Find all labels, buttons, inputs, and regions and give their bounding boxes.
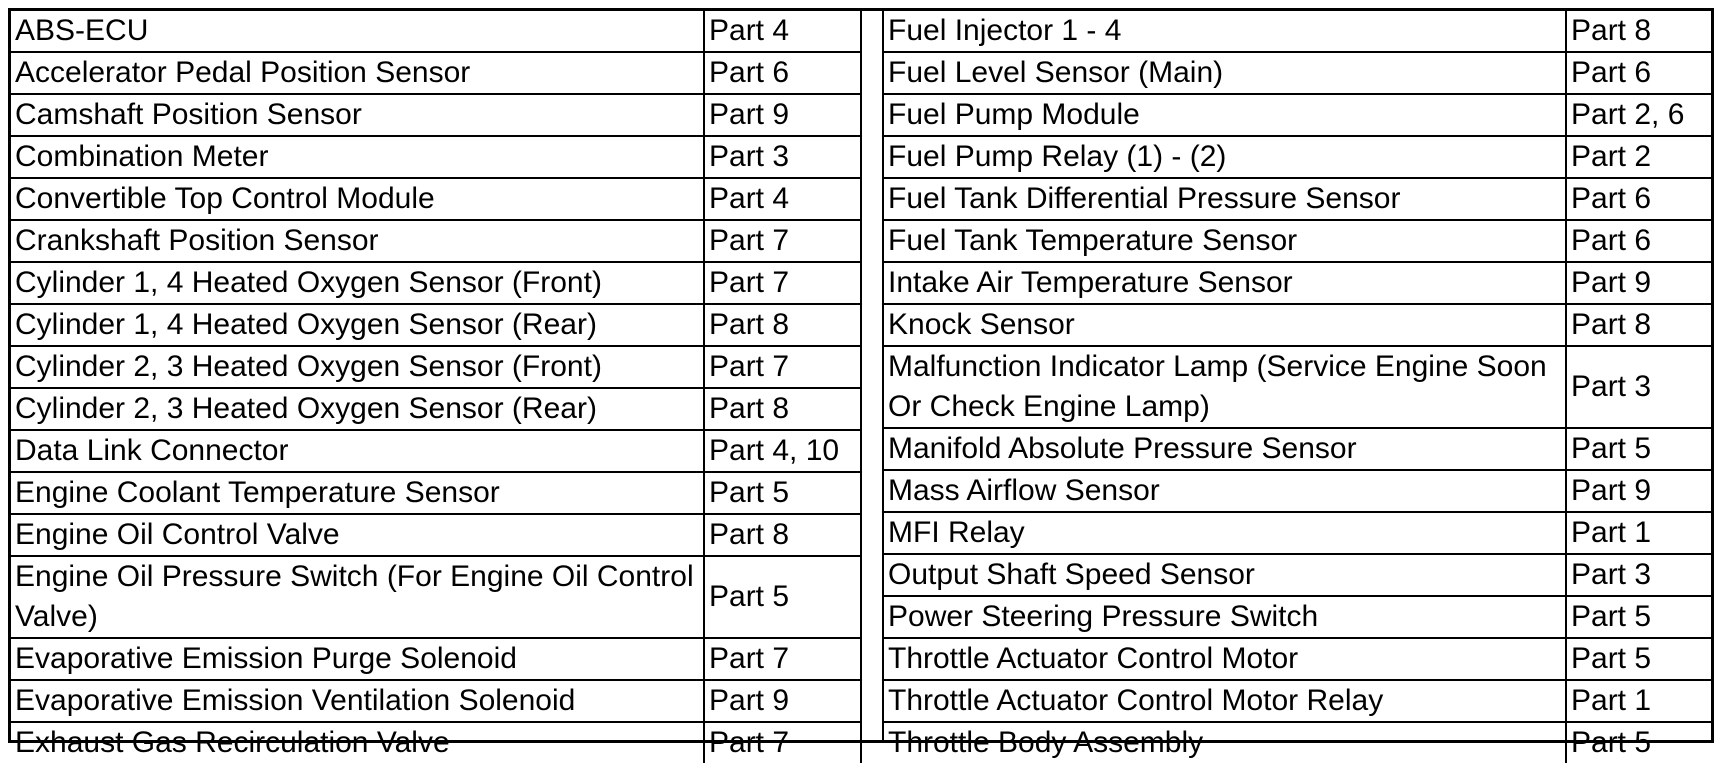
- component-name-cell: Fuel Level Sensor (Main): [884, 52, 1566, 94]
- part-reference-cell: Part 9: [1566, 470, 1714, 512]
- part-reference-cell: Part 5: [1566, 428, 1714, 470]
- table-row: [884, 638, 1714, 680]
- part-reference-cell: Part 4: [704, 178, 861, 220]
- table-row: [884, 554, 1714, 596]
- table-row: [884, 262, 1714, 304]
- component-name-cell: MFI Relay: [884, 512, 1566, 554]
- table-row: [884, 596, 1714, 638]
- table-row: [11, 262, 861, 304]
- part-reference-cell: Part 9: [704, 94, 861, 136]
- table-row: [11, 472, 861, 514]
- part-reference-cell: Part 8: [704, 514, 861, 556]
- table-row: [884, 304, 1714, 346]
- table-row: [884, 722, 1714, 763]
- component-name-cell: Cylinder 1, 4 Heated Oxygen Sensor (Rear): [11, 304, 704, 346]
- part-reference-cell: Part 4, 10: [704, 430, 861, 472]
- table-row: [11, 178, 861, 220]
- part-reference-cell: Part 7: [704, 722, 861, 763]
- component-name-cell: Power Steering Pressure Switch: [884, 596, 1566, 638]
- part-reference-cell: Part 7: [704, 220, 861, 262]
- component-name-cell: Engine Oil Control Valve: [11, 514, 704, 556]
- part-reference-cell: Part 6: [1566, 220, 1714, 262]
- part-reference-cell: Part 3: [1566, 346, 1714, 428]
- table-row: [11, 430, 861, 472]
- component-name-cell: Combination Meter: [11, 136, 704, 178]
- component-name-cell: Fuel Injector 1 - 4: [884, 11, 1566, 52]
- table-row: [884, 680, 1714, 722]
- right-index-table: [884, 11, 1714, 763]
- component-name-cell: Crankshaft Position Sensor: [11, 220, 704, 262]
- part-reference-cell: Part 7: [704, 262, 861, 304]
- part-reference-cell: Part 5: [1566, 596, 1714, 638]
- table-row: [11, 388, 861, 430]
- component-name-cell: Exhaust Gas Recirculation Valve: [11, 722, 704, 763]
- component-name-cell: Knock Sensor: [884, 304, 1566, 346]
- table-row: [11, 722, 861, 763]
- component-name-cell: Engine Coolant Temperature Sensor: [11, 472, 704, 514]
- component-name-cell: Data Link Connector: [11, 430, 704, 472]
- part-reference-cell: Part 5: [1566, 638, 1714, 680]
- part-reference-cell: Part 3: [704, 136, 861, 178]
- table-row: [11, 680, 861, 722]
- table-row: [884, 428, 1714, 470]
- component-name-cell: Convertible Top Control Module: [11, 178, 704, 220]
- table-row: [884, 94, 1714, 136]
- component-name-cell: Manifold Absolute Pressure Sensor: [884, 428, 1566, 470]
- component-name-cell: Camshaft Position Sensor: [11, 94, 704, 136]
- component-name-cell: Cylinder 1, 4 Heated Oxygen Sensor (Front): [11, 262, 704, 304]
- table-row: [11, 136, 861, 178]
- table-row: [884, 346, 1714, 428]
- part-reference-cell: Part 1: [1566, 680, 1714, 722]
- component-name-cell: Output Shaft Speed Sensor: [884, 554, 1566, 596]
- component-name-cell: Cylinder 2, 3 Heated Oxygen Sensor (Front): [11, 346, 704, 388]
- part-reference-cell: Part 8: [704, 304, 861, 346]
- table-row: [884, 11, 1714, 52]
- part-reference-cell: Part 5: [704, 556, 861, 638]
- table-row: [884, 52, 1714, 94]
- part-reference-cell: Part 3: [1566, 554, 1714, 596]
- table-row: [884, 470, 1714, 512]
- component-index-table: [8, 8, 1714, 759]
- component-name-cell: Evaporative Emission Purge Solenoid: [11, 638, 704, 680]
- table-row: [884, 220, 1714, 262]
- part-reference-cell: Part 6: [704, 52, 861, 94]
- table-row: [11, 220, 861, 262]
- table-row: [11, 304, 861, 346]
- component-name-cell: Fuel Pump Relay (1) - (2): [884, 136, 1566, 178]
- component-name-cell: Throttle Actuator Control Motor Relay: [884, 680, 1566, 722]
- part-reference-cell: Part 8: [1566, 304, 1714, 346]
- part-reference-cell: Part 7: [704, 638, 861, 680]
- left-index-table: [11, 11, 862, 763]
- component-name-cell: Cylinder 2, 3 Heated Oxygen Sensor (Rear): [11, 388, 704, 430]
- component-name-cell: Mass Airflow Sensor: [884, 470, 1566, 512]
- part-reference-cell: Part 2: [1566, 136, 1714, 178]
- table-row: [884, 136, 1714, 178]
- table-row: [11, 346, 861, 388]
- part-reference-cell: Part 9: [1566, 262, 1714, 304]
- part-reference-cell: Part 5: [704, 472, 861, 514]
- part-reference-cell: Part 6: [1566, 52, 1714, 94]
- part-reference-cell: Part 8: [704, 388, 861, 430]
- table-row: [11, 638, 861, 680]
- part-reference-cell: Part 4: [704, 11, 861, 52]
- component-name-cell: Throttle Actuator Control Motor: [884, 638, 1566, 680]
- component-name-cell: Fuel Tank Temperature Sensor: [884, 220, 1566, 262]
- part-reference-cell: Part 7: [704, 346, 861, 388]
- component-name-cell: Evaporative Emission Ventilation Solenoid: [11, 680, 704, 722]
- table-row: [11, 11, 861, 52]
- part-reference-cell: Part 5: [1566, 722, 1714, 763]
- table-row: [884, 178, 1714, 220]
- part-reference-cell: Part 6: [1566, 178, 1714, 220]
- component-name-cell: Malfunction Indicator Lamp (Service Engine Soon Or Check Engine Lamp): [884, 346, 1566, 428]
- table-row: [11, 52, 861, 94]
- component-name-cell: Intake Air Temperature Sensor: [884, 262, 1566, 304]
- component-name-cell: Engine Oil Pressure Switch (For Engine Oil Control Valve): [11, 556, 704, 638]
- component-name-cell: Fuel Pump Module: [884, 94, 1566, 136]
- table-row: [11, 514, 861, 556]
- component-name-cell: Fuel Tank Differential Pressure Sensor: [884, 178, 1566, 220]
- table-row: [11, 94, 861, 136]
- component-name-cell: Accelerator Pedal Position Sensor: [11, 52, 704, 94]
- part-reference-cell: Part 9: [704, 680, 861, 722]
- table-row: [884, 512, 1714, 554]
- part-reference-cell: Part 1: [1566, 512, 1714, 554]
- component-name-cell: Throttle Body Assembly: [884, 722, 1566, 763]
- table-row: [11, 556, 861, 638]
- column-gutter: [861, 11, 884, 740]
- part-reference-cell: Part 2, 6: [1566, 94, 1714, 136]
- part-reference-cell: Part 8: [1566, 11, 1714, 52]
- component-name-cell: ABS-ECU: [11, 11, 704, 52]
